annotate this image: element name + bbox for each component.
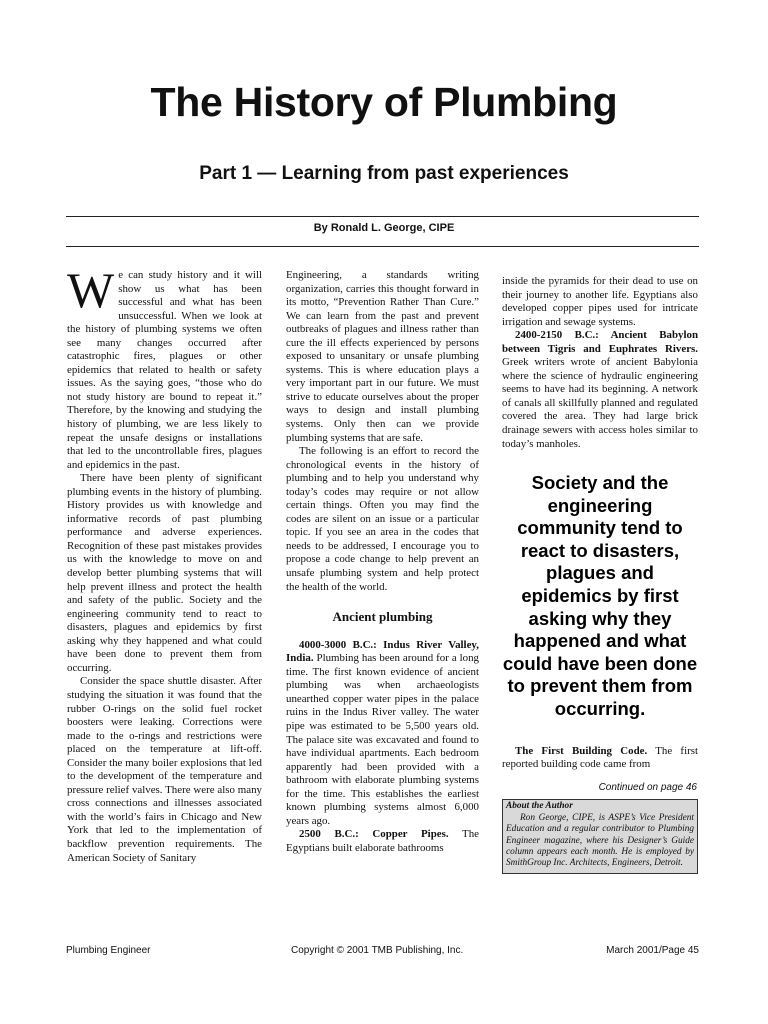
continued-note: Continued on page 46 bbox=[598, 781, 697, 793]
body-paragraph: inside the pyramids for their dead to use on their journey to another life. Egyptians also developed copper pipes used for intricate irrigation and sewage systems. bbox=[502, 275, 698, 328]
body-paragraph: Consider the space shuttle disaster. After studying the situation it was found that the rubber O-rings on the solid fuel rocket boosters were leaking. Corrections were made to the o-rings and restrictions were placed on the temperature at lift-off. Consider the many boiler explosions that led to the development of the temperature and pressure relief valves. There were also many cross connections and illnesses associated with the world’s fairs in Chicago and New York that led to the implementation of backflow prevention requirements. The American Society of Sanitary bbox=[67, 675, 262, 864]
intro-paragraph bbox=[67, 262, 262, 472]
body-paragraph: There have been plenty of significant plumbing events in the history of plumbing. History provides us with knowledge and informative records of past plumbing performance and adverse experiences. Recognition of these past mistakes provides us with the knowledge to move on and develop better plumbing systems that will help prevent illness and protect the health and safety of the public. Society and the engineering community tend to react to disasters, plagues and epidemics by first asking why they happened and what could have been done to prevent them from occurring. bbox=[67, 472, 262, 674]
timeline-entry bbox=[502, 329, 698, 451]
timeline-date: 2400-2150 B.C.: Ancient Babylon between Tigris and Euphrates Rivers. bbox=[502, 329, 698, 355]
timeline-entry bbox=[502, 745, 698, 772]
column-2 bbox=[286, 269, 479, 855]
top-divider bbox=[66, 216, 699, 217]
drop-cap: W bbox=[67, 262, 115, 318]
timeline-date: The First Building Code. bbox=[515, 744, 648, 757]
byline: By Ronald L. George, CIPE bbox=[313, 222, 455, 234]
section-heading: Ancient plumbing bbox=[332, 609, 433, 625]
timeline-date: 2500 B.C.: Copper Pipes. bbox=[299, 828, 449, 841]
footer-publication: Plumbing Engineer bbox=[66, 945, 151, 956]
byline-divider bbox=[66, 246, 699, 247]
footer-copyright: Copyright © 2001 TMB Publishing, Inc. bbox=[291, 945, 464, 956]
about-author-box bbox=[502, 799, 698, 873]
timeline-date: 4000-3000 B.C.: Indus River Valley, India. bbox=[286, 638, 479, 665]
article-title: The History of Plumbing bbox=[150, 79, 618, 125]
column-1 bbox=[67, 262, 262, 865]
body-paragraph: The following is an effort to record the chronological events in the history of plumbing and to help you understand why today’s codes may require or not allow certain things. Often you may find the codes are silent on an issue or a particular topic. If you see an area in the codes that needs to be addressed, I encourage you to propose a code change to help prevent an unsafe plumbing system and help protect the health of the world. bbox=[286, 445, 479, 593]
timeline-entry bbox=[286, 639, 479, 829]
footer-page-number: March 2001/Page 45 bbox=[606, 945, 699, 956]
timeline-entry bbox=[286, 828, 479, 855]
about-author-text: Ron George, CIPE, is ASPE’s Vice President Education and a regular contributor to Plumbing Engineer magazine, where his Designer’s Guide column appears each month. He is employed by SmithGroup Inc. Architects, Engineers, Detroit. bbox=[506, 812, 694, 869]
column-3 bbox=[502, 275, 698, 874]
timeline-text: The Egyptians built elaborate bathrooms bbox=[286, 828, 479, 854]
timeline-text: Plumbing has been around for a long time. The first known evidence of ancient plumbing was when archaeologists unearthed copper water pipes in the palace ruins in the Indus River valley. The water pipe was estimated to be 5,500 years old. The palace site was excavated and found to have individual apartments. Each bedroom apparently had been provided with a bathroom with elaborate plumbing systems for the time. This establishes the earliest known plumbing systems almost 6,000 years ago. bbox=[286, 652, 479, 827]
pull-quote: Society and the engineering community tend to react to disasters, plagues and epidemics by first asking why they happened and what could have been done to prevent them from occurring. bbox=[502, 472, 698, 720]
about-author-heading: About the Author bbox=[506, 801, 573, 812]
timeline-text: The first reported building code came from bbox=[502, 744, 698, 771]
body-paragraph: Engineering, a standards writing organization, carries this thought forward in its motto, “Prevention Rather Than Cure.” We can learn from the past and prevent outbreaks of plagues and illness rather than cure the ill effects experienced by persons exposed to unsanitary or unsafe plumbing systems. This is where education plays a very important part in our future. We must strive to educate ourselves about the proper ways to design and install plumbing systems. Only then can we provide plumbing systems that are safe. bbox=[286, 269, 479, 444]
intro-text: e can study history and it will show us what has been successful and what has been unsuccessful. When we look at the history of plumbing systems we often see many changes occurred after catastrophic fires, plagues or other epidemics that related to health or safety issues. As the saying goes, “those who do not study history are bound to repeat it.” Therefore, by the knowing and studying the history of plumbing, we are less likely to repeat the unsafe designs or installations that led to the uncontrollable fires, plagues and epidemics in the past. bbox=[67, 269, 262, 471]
timeline-text: Greek writers wrote of ancient Babylonia where the science of hydraulic engineering seems to have had its beginning. A network of canals all skillfully planned and regulated covered the area. They had large brick drainage sewers with access holes similar to today’s manholes. bbox=[502, 356, 698, 450]
article-subtitle: Part 1 — Learning from past experiences bbox=[199, 163, 569, 184]
